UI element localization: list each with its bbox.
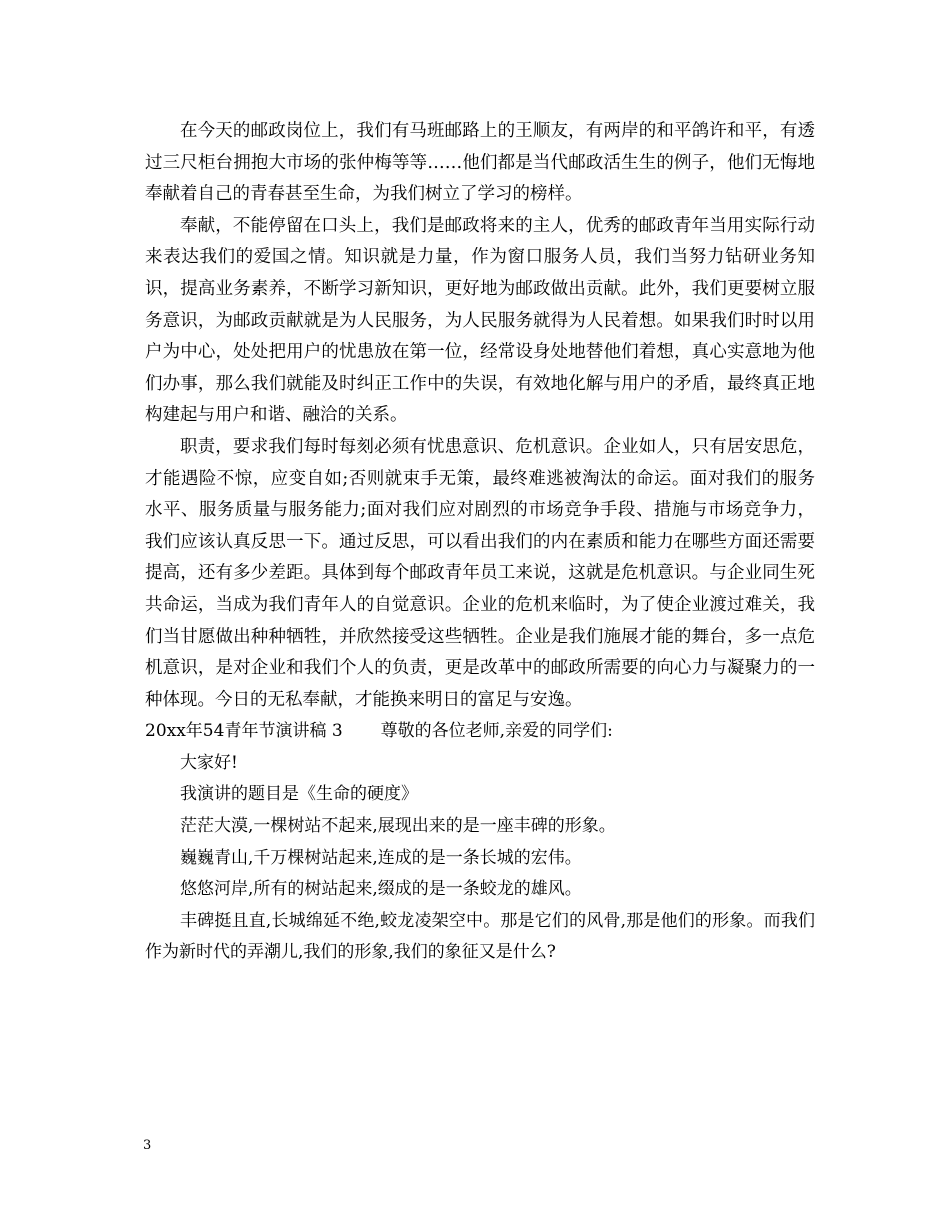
- speech-line-2: 我演讲的题目是《生命的硬度》: [180, 784, 418, 805]
- heading-spacer: [343, 716, 381, 748]
- speech-line-1: 大家好!: [180, 752, 238, 773]
- speech-line-3: 茫茫大漠,一棵树站不起来,展现出来的是一座丰碑的形象。: [180, 816, 616, 837]
- paragraph-3: 职责，要求我们每时每刻必须有忧患意识、危机意识。企业如人，只有居安思危，才能遇险不惊，应变自如;否则就束手无策，最终难逃被淘汰的命运。面对我们的服务水平、服务质量与服务能力;面对我们应对剧烈的市场竞争手段、措施与市场竞争力，我们应该认真反思一下。通过反思，可以看出我们的内在素质和能力在哪些方面还需要提高，还有多少差距。具体到每个邮政青年员工来说，这就是危机意识。与企业同生死共命运，当成为我们青年人的自觉意识。企业的危机来临时，为了使企业渡过难关，我们当甘愿做出种种牺牲，并欣然接受这些牺牲。企业是我们施展才能的舞台，多一点危机意识，是对企业和我们个人的负责，更是改革中的邮政所需要的向心力与凝聚力的一种体现。今日的无私奉献，才能换来明日的富足与安逸。: [145, 436, 815, 710]
- speech-title: 20xx年54青年节演讲稿 3: [145, 721, 343, 742]
- document-body: [145, 116, 815, 969]
- speech-heading: [145, 716, 815, 748]
- paragraph-1: 在今天的邮政岗位上，我们有马班邮路上的王顺友，有两岸的和平鸽许和平，有透过三尺柜台拥抱大市场的张仲梅等等……他们都是当代邮政活生生的例子，他们无悔地奉献着自己的青春甚至生命，为我们树立了学习的榜样。: [145, 121, 815, 205]
- speech-line-6: 丰碑挺且直,长城绵延不绝,蛟龙凌架空中。那是它们的风骨,那是他们的形象。而我们作为新时代的弄潮儿,我们的形象,我们的象征又是什么?: [145, 910, 815, 963]
- paragraph-2: 奉献，不能停留在口头上，我们是邮政将来的主人，优秀的邮政青年当用实际行动来表达我们的爱国之情。知识就是力量，作为窗口服务人员，我们当努力钻研业务知识，提高业务素养，不断学习新知识，更好地为邮政做出贡献。此外，我们更要树立服务意识，为邮政贡献就是为人民服务，为人民服务就得为人民着想。如果我们时时以用户为中心，处处把用户的忧患放在第一位，经常设身处地替他们着想，真心实意地为他们办事，那么我们就能及时纠正工作中的失误，有效地化解与用户的矛盾，最终真正地构建起与用户和谐、融洽的关系。: [145, 215, 815, 426]
- speech-line-4: 巍巍青山,千万棵树站起来,连成的是一条长城的宏伟。: [180, 847, 582, 868]
- page-number: 3: [143, 1138, 152, 1153]
- speech-line-5: 悠悠河岸,所有的树站起来,缀成的是一条蛟龙的雄风。: [180, 879, 582, 900]
- speech-greeting: 尊敬的各位老师,亲爱的同学们:: [380, 721, 613, 742]
